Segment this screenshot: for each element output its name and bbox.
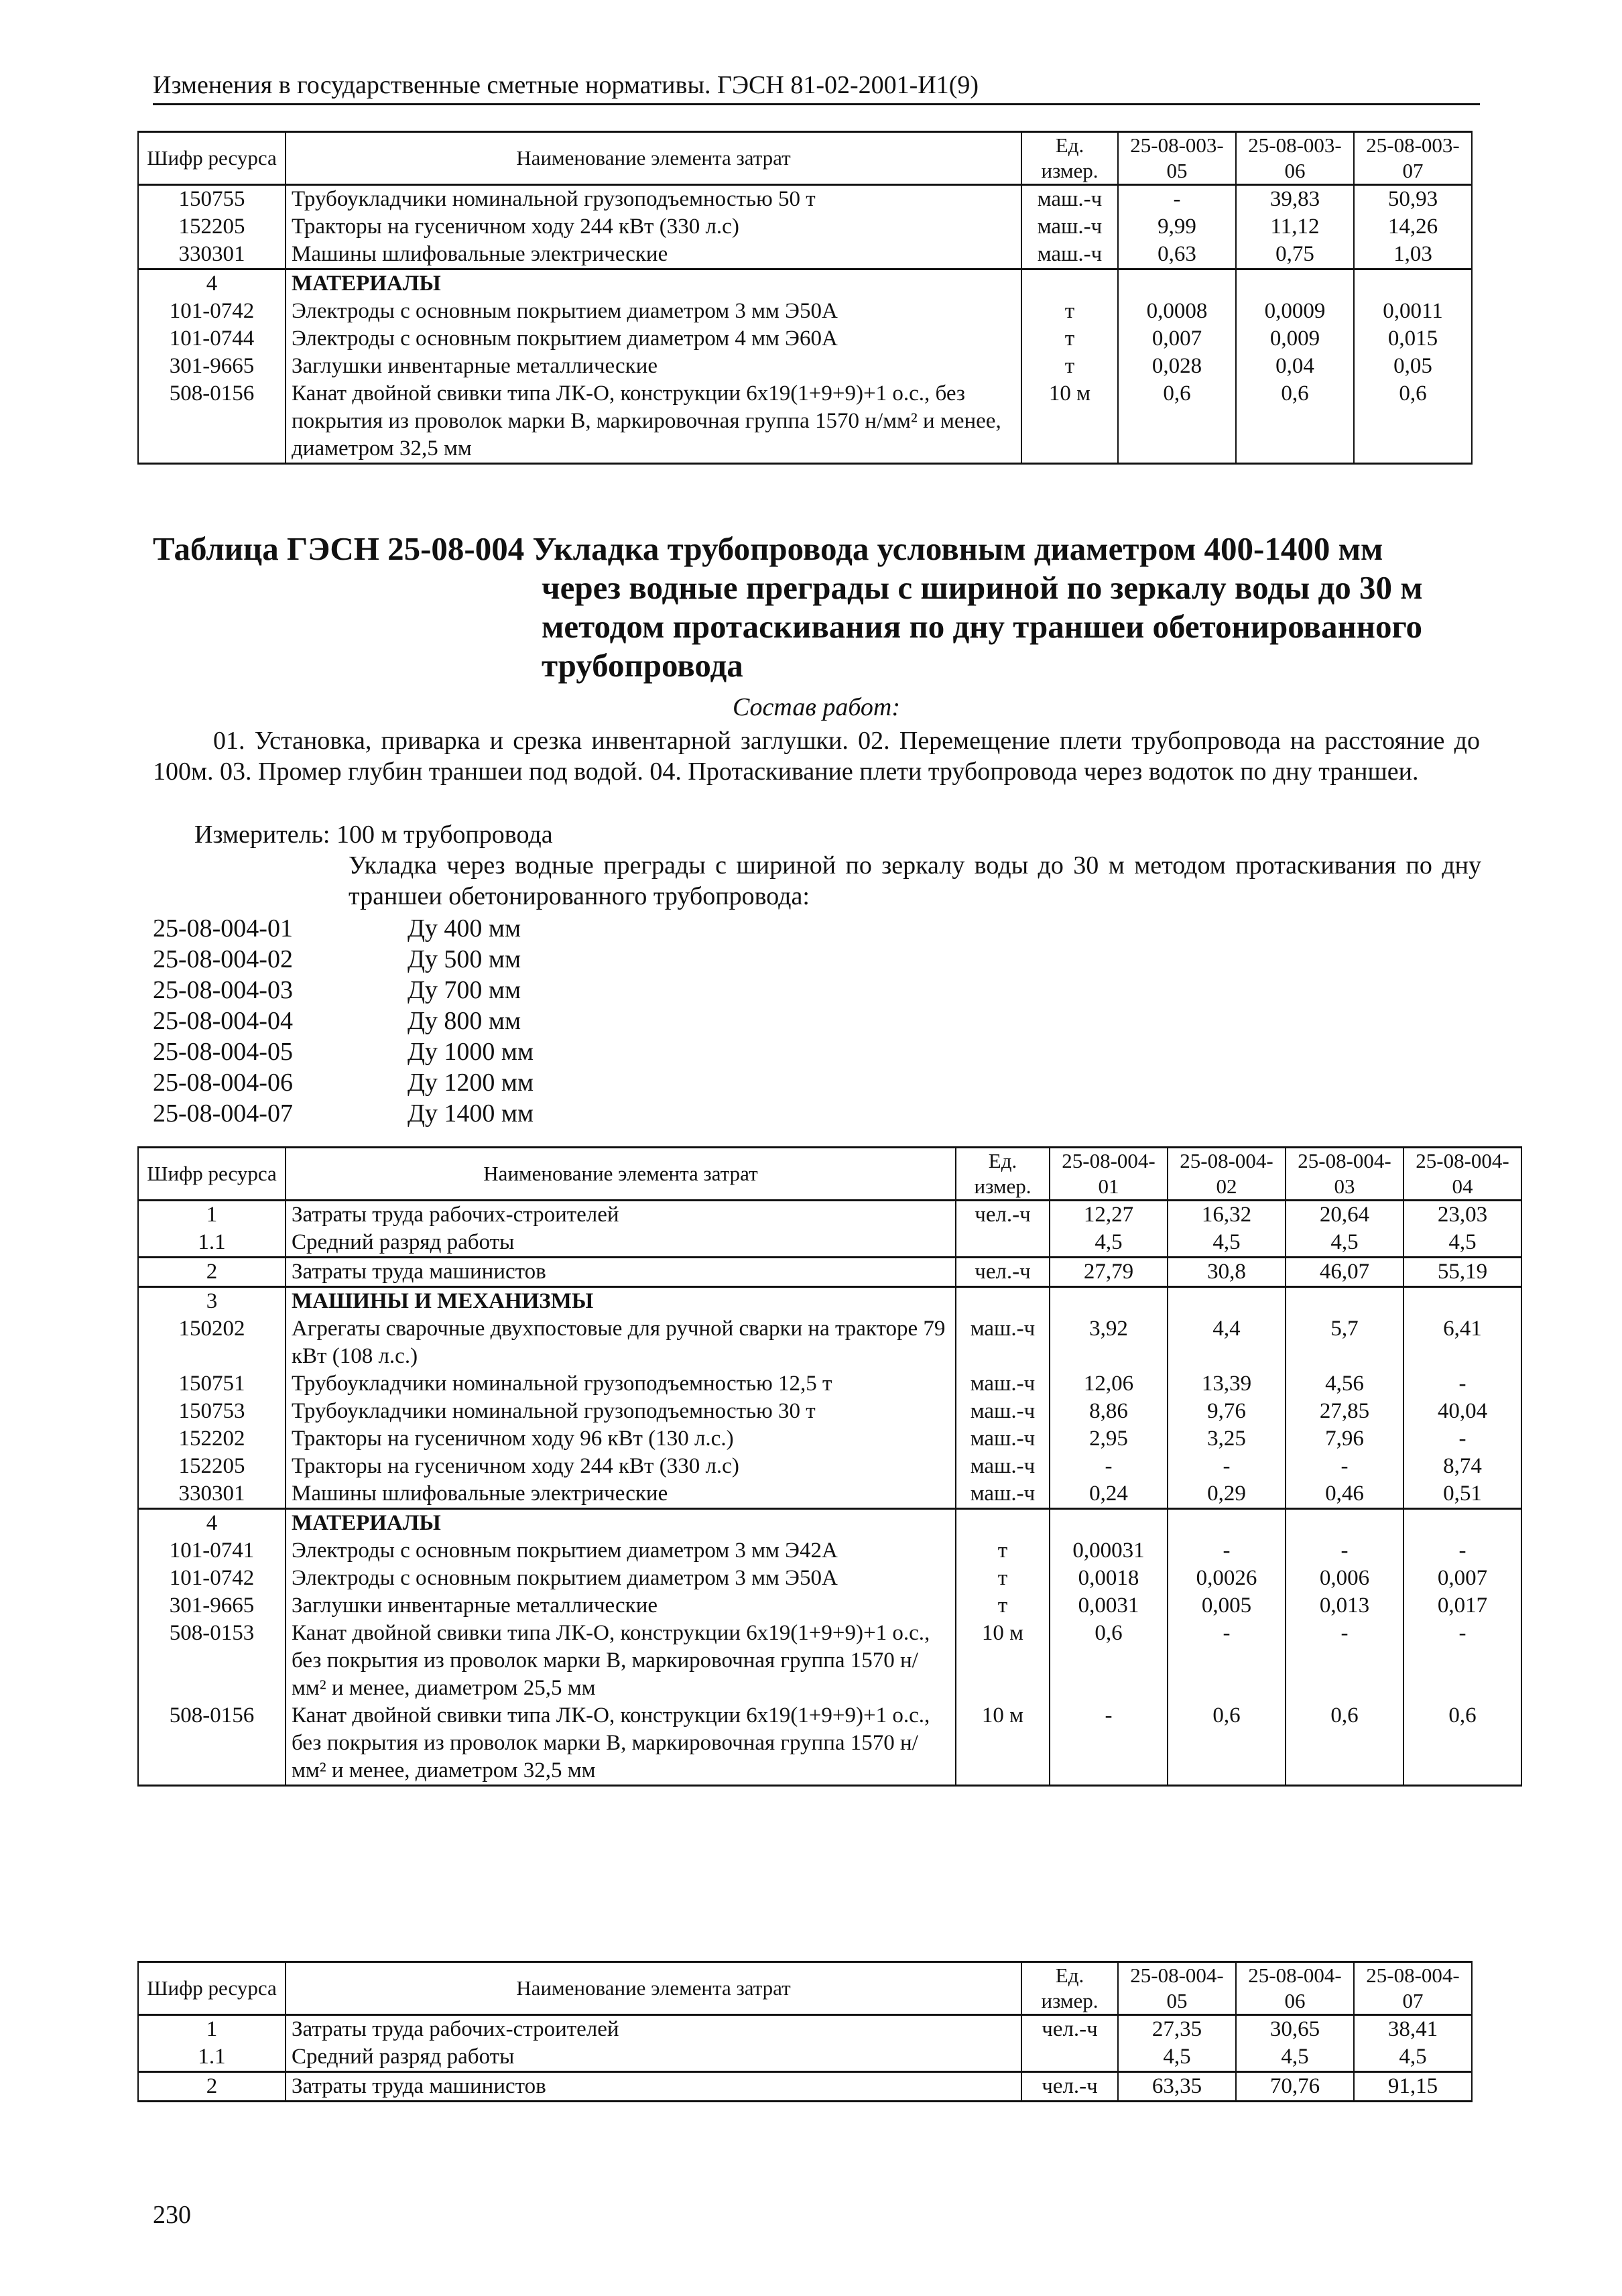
resource-value: [1354, 269, 1472, 298]
section-row: [138, 1509, 1521, 1538]
work-composition-text: 01. Установка, приварка и срезка инвентарной заглушки. 02. Перемещение плети трубопровода на расстояние до 100м. 03. Промер глубин траншеи под водой. 04. Протаскивание плети трубопровода через водоток по дну траншеи.: [153, 727, 1480, 786]
resource-value: 0,05: [1354, 353, 1472, 380]
variant-code: 25-08-004-07: [153, 1099, 293, 1128]
resource-unit: чел.-ч: [1021, 2015, 1118, 2044]
resource-code: 150202: [138, 1315, 286, 1370]
resource-code: 101-0742: [138, 1565, 286, 1592]
resource-value: 0,75: [1236, 241, 1354, 269]
table-row: [138, 2043, 1472, 2072]
resource-unit: маш.-ч: [956, 1425, 1050, 1453]
resource-value: 1,03: [1354, 241, 1472, 269]
resource-code: 2: [138, 1258, 286, 1287]
table-row: [138, 1592, 1521, 1620]
variant-code: 25-08-004-03: [153, 976, 293, 1004]
resource-value: 50,93: [1354, 185, 1472, 214]
resource-unit: т: [1021, 298, 1118, 325]
resource-unit: т: [956, 1592, 1050, 1620]
resource-name: МАШИНЫ И МЕХАНИЗМЫ: [286, 1287, 956, 1316]
resource-value: 0,04: [1236, 353, 1354, 380]
resource-value: 0,0011: [1354, 298, 1472, 325]
table-row: [138, 353, 1472, 380]
resource-value: 6,41: [1403, 1315, 1521, 1370]
resource-code: 330301: [138, 1480, 286, 1509]
resource-name: Затраты труда рабочих-строителей: [286, 2015, 1021, 2044]
resource-code: 101-0744: [138, 325, 286, 353]
resource-name: Трубоукладчики номинальной грузоподъемностью 50 т: [286, 185, 1021, 214]
resource-value: -: [1050, 1453, 1168, 1480]
resource-value: 4,5: [1168, 1229, 1286, 1258]
resource-value: 4,5: [1286, 1229, 1403, 1258]
resource-code: 101-0741: [138, 1537, 286, 1565]
resource-value: 39,83: [1236, 185, 1354, 214]
resource-code: 152202: [138, 1425, 286, 1453]
resource-value: 0,015: [1354, 325, 1472, 353]
variant-label: Ду 1000 мм: [408, 1038, 534, 1066]
table-row: [138, 2072, 1472, 2102]
variant-list: [153, 913, 756, 1129]
resource-value: 9,99: [1118, 213, 1236, 241]
resource-name: МАТЕРИАЛЫ: [286, 1509, 956, 1538]
resource-value: 4,5: [1354, 2043, 1472, 2072]
table-header-row: [138, 1962, 1472, 2015]
resource-code: 1: [138, 1201, 286, 1229]
resource-value: [1118, 269, 1236, 298]
resource-value: 0,007: [1403, 1565, 1521, 1592]
resource-value: -: [1403, 1537, 1521, 1565]
resource-code: 330301: [138, 241, 286, 269]
resource-value: [1403, 1287, 1521, 1316]
resource-value: -: [1118, 185, 1236, 214]
variant-label: Ду 700 мм: [408, 976, 521, 1004]
resource-name: Канат двойной свивки типа ЛК-О, конструкции 6х19(1+9+9)+1 о.с., без покрытия из проволок марки В, маркировочная группа 1570 н/мм² и менее, диаметром 32,5 мм: [286, 380, 1021, 464]
resource-name: Средний разряд работы: [286, 2043, 1021, 2072]
resource-value: [1050, 1509, 1168, 1538]
resource-name: Агрегаты сварочные двухпостовые для ручной сварки на тракторе 79 кВт (108 л.с.): [286, 1315, 956, 1370]
table-row: [138, 1315, 1521, 1370]
column-header-name: Наименование элемента затрат: [286, 132, 1021, 185]
variant-item: [153, 1067, 756, 1098]
resource-value: 4,5: [1236, 2043, 1354, 2072]
resource-value: 0,007: [1118, 325, 1236, 353]
resource-value: 63,35: [1118, 2072, 1236, 2102]
variant-code: 25-08-004-05: [153, 1038, 293, 1066]
resource-name: Затраты труда машинистов: [286, 1258, 956, 1287]
resource-name: Машины шлифовальные электрические: [286, 1480, 956, 1509]
resource-value: -: [1403, 1425, 1521, 1453]
resource-value: 27,85: [1286, 1398, 1403, 1425]
resource-value: -: [1286, 1453, 1403, 1480]
table-title-line1: Таблица ГЭСН 25-08-004 Укладка трубопровода условным диаметром 400-1400 мм: [153, 530, 1383, 567]
variant-code: 25-08-004-01: [153, 914, 293, 943]
resource-code: 152205: [138, 1453, 286, 1480]
resource-value: 0,6: [1403, 1702, 1521, 1786]
table-row: [138, 1425, 1521, 1453]
resource-name: Тракторы на гусеничном ходу 244 кВт (330 л.с): [286, 1453, 956, 1480]
resource-value: [1286, 1509, 1403, 1538]
resource-unit: [1021, 2043, 1118, 2072]
table-row: [138, 185, 1472, 214]
resource-value: 0,006: [1286, 1565, 1403, 1592]
resource-unit: маш.-ч: [956, 1398, 1050, 1425]
column-header-name: Наименование элемента затрат: [286, 1148, 956, 1201]
resource-value: 14,26: [1354, 213, 1472, 241]
resource-code: 152205: [138, 213, 286, 241]
resource-code: 301-9665: [138, 1592, 286, 1620]
column-header-code-25-08-003-05: 25-08-003-05: [1118, 132, 1236, 185]
table-row: [138, 1229, 1521, 1258]
resource-unit: т: [956, 1565, 1050, 1592]
page-number: 230: [153, 2201, 191, 2229]
resource-unit: маш.-ч: [1021, 241, 1118, 269]
resource-name: Трубоукладчики номинальной грузоподъемностью 12,5 т: [286, 1370, 956, 1398]
variant-label: Ду 800 мм: [408, 1007, 521, 1035]
resource-unit: чел.-ч: [956, 1258, 1050, 1287]
table-header-row: [138, 1148, 1521, 1201]
variant-item: [153, 913, 756, 944]
resource-name: Тракторы на гусеничном ходу 96 кВт (130 л.с.): [286, 1425, 956, 1453]
table-row: [138, 325, 1472, 353]
variant-label: Ду 1400 мм: [408, 1099, 534, 1128]
resource-value: -: [1403, 1620, 1521, 1702]
resource-value: [1168, 1287, 1286, 1316]
resource-value: 0,017: [1403, 1592, 1521, 1620]
resource-value: 0,29: [1168, 1480, 1286, 1509]
resource-value: 0,028: [1118, 353, 1236, 380]
resource-code: 150753: [138, 1398, 286, 1425]
resource-value: 0,00031: [1050, 1537, 1168, 1565]
resource-unit: т: [956, 1537, 1050, 1565]
resource-value: 0,009: [1236, 325, 1354, 353]
column-header-code-25-08-003-06: 25-08-003-06: [1236, 132, 1354, 185]
resource-value: -: [1286, 1537, 1403, 1565]
resource-code: 508-0156: [138, 380, 286, 464]
resource-code: 4: [138, 1509, 286, 1538]
resource-code: 4: [138, 269, 286, 298]
resource-value: 16,32: [1168, 1201, 1286, 1229]
variant-item: [153, 975, 756, 1006]
table-title-line4: трубопровода: [542, 647, 743, 684]
resource-unit: 10 м: [956, 1620, 1050, 1702]
table-title: [153, 530, 1487, 685]
resource-value: 0,0009: [1236, 298, 1354, 325]
variant-item: [153, 1036, 756, 1067]
resource-value: 0,51: [1403, 1480, 1521, 1509]
column-header-code-25-08-004-01: 25-08-004-01: [1050, 1148, 1168, 1201]
resource-value: [1236, 269, 1354, 298]
resource-value: 0,6: [1354, 380, 1472, 464]
column-header-unit: Ед. измер.: [1021, 1962, 1118, 2015]
resource-unit: [956, 1287, 1050, 1316]
table-row: [138, 2015, 1472, 2044]
variant-item: [153, 1098, 756, 1129]
column-header-code-25-08-004-03: 25-08-004-03: [1286, 1148, 1403, 1201]
column-header-code: Шифр ресурса: [138, 132, 286, 185]
resource-unit: чел.-ч: [956, 1201, 1050, 1229]
resource-value: 7,96: [1286, 1425, 1403, 1453]
resource-unit: маш.-ч: [956, 1453, 1050, 1480]
variant-code: 25-08-004-06: [153, 1069, 293, 1097]
resource-table-003: [137, 131, 1473, 465]
resource-name: Канат двойной свивки типа ЛК-О, конструкции 6х19(1+9+9)+1 о.с., без покрытия из проволок марки В, маркировочная группа 1570 н/мм² и менее, диаметром 32,5 мм: [286, 1702, 956, 1786]
resource-unit: маш.-ч: [956, 1315, 1050, 1370]
table-row: [138, 1620, 1521, 1702]
resource-value: [1403, 1509, 1521, 1538]
resource-name: Машины шлифовальные электрические: [286, 241, 1021, 269]
table-row: [138, 1370, 1521, 1398]
resource-unit: маш.-ч: [956, 1370, 1050, 1398]
resource-value: 70,76: [1236, 2072, 1354, 2102]
resource-value: 55,19: [1403, 1258, 1521, 1287]
resource-value: 0,6: [1168, 1702, 1286, 1786]
resource-value: 3,25: [1168, 1425, 1286, 1453]
resource-value: 0,0031: [1050, 1592, 1168, 1620]
table-title-line2: через водные преграды с шириной по зеркалу воды до 30 м: [542, 569, 1423, 606]
resource-code: 101-0742: [138, 298, 286, 325]
resource-name: Заглушки инвентарные металлические: [286, 353, 1021, 380]
column-header-code: Шифр ресурса: [138, 1962, 286, 2015]
resource-code: 508-0156: [138, 1702, 286, 1786]
table-row: [138, 298, 1472, 325]
resource-value: [1286, 1287, 1403, 1316]
column-header-code-25-08-004-07: 25-08-004-07: [1354, 1962, 1472, 2015]
resource-value: 8,74: [1403, 1453, 1521, 1480]
variant-label: Ду 500 мм: [408, 945, 521, 973]
resource-value: 46,07: [1286, 1258, 1403, 1287]
table-row: [138, 1201, 1521, 1229]
resource-code: 150755: [138, 185, 286, 214]
resource-value: 27,79: [1050, 1258, 1168, 1287]
resource-value: -: [1168, 1453, 1286, 1480]
resource-unit: 10 м: [1021, 380, 1118, 464]
section-row: [138, 269, 1472, 298]
resource-value: 91,15: [1354, 2072, 1472, 2102]
resource-code: 1.1: [138, 2043, 286, 2072]
table-title-line3: методом протаскивания по дну траншеи обетонированного: [542, 608, 1423, 645]
resource-value: 38,41: [1354, 2015, 1472, 2044]
table-row: [138, 1565, 1521, 1592]
resource-name: Электроды с основным покрытием диаметром 3 мм Э50А: [286, 298, 1021, 325]
variant-code: 25-08-004-02: [153, 945, 293, 973]
table-row: [138, 1453, 1521, 1480]
resource-code: 1.1: [138, 1229, 286, 1258]
resource-value: 0,6: [1236, 380, 1354, 464]
resource-value: 0,0008: [1118, 298, 1236, 325]
column-header-code: Шифр ресурса: [138, 1148, 286, 1201]
running-header: Изменения в государственные сметные нормативы. ГЭСН 81-02-2001-И1(9): [153, 70, 1480, 105]
column-header-unit: Ед. измер.: [1021, 132, 1118, 185]
resource-value: 4,4: [1168, 1315, 1286, 1370]
resource-value: 2,95: [1050, 1425, 1168, 1453]
resource-value: [1050, 1287, 1168, 1316]
resource-unit: маш.-ч: [956, 1480, 1050, 1509]
resource-value: 5,7: [1286, 1315, 1403, 1370]
column-header-code-25-08-004-06: 25-08-004-06: [1236, 1962, 1354, 2015]
resource-name: Канат двойной свивки типа ЛК-О, конструкции 6х19(1+9+9)+1 о.с., без покрытия из проволок марки В, маркировочная группа 1570 н/мм² и менее, диаметром 25,5 мм: [286, 1620, 956, 1702]
resource-unit: маш.-ч: [1021, 213, 1118, 241]
resource-value: 0,013: [1286, 1592, 1403, 1620]
resource-name: Затраты труда машинистов: [286, 2072, 1021, 2102]
table-row: [138, 1398, 1521, 1425]
resource-unit: [956, 1509, 1050, 1538]
resource-value: 0,63: [1118, 241, 1236, 269]
resource-code: 301-9665: [138, 353, 286, 380]
column-header-name: Наименование элемента затрат: [286, 1962, 1021, 2015]
resource-value: 12,06: [1050, 1370, 1168, 1398]
resource-name: Заглушки инвентарные металлические: [286, 1592, 956, 1620]
resource-unit: чел.-ч: [1021, 2072, 1118, 2102]
resource-value: -: [1403, 1370, 1521, 1398]
table-header-row: [138, 132, 1472, 185]
column-header-code-25-08-004-02: 25-08-004-02: [1168, 1148, 1286, 1201]
resource-value: 0,24: [1050, 1480, 1168, 1509]
resource-value: 3,92: [1050, 1315, 1168, 1370]
resource-value: 0,005: [1168, 1592, 1286, 1620]
table-row: [138, 1702, 1521, 1786]
resource-value: 8,86: [1050, 1398, 1168, 1425]
resource-value: 12,27: [1050, 1201, 1168, 1229]
resource-code: 2: [138, 2072, 286, 2102]
resource-value: 11,12: [1236, 213, 1354, 241]
resource-value: -: [1050, 1702, 1168, 1786]
variant-label: Ду 400 мм: [408, 914, 521, 943]
table-row: [138, 1537, 1521, 1565]
resource-value: 30,65: [1236, 2015, 1354, 2044]
resource-name: Затраты труда рабочих-строителей: [286, 1201, 956, 1229]
column-header-code-25-08-004-04: 25-08-004-04: [1403, 1148, 1521, 1201]
resource-name: Электроды с основным покрытием диаметром 3 мм Э42А: [286, 1537, 956, 1565]
resource-value: 0,0026: [1168, 1565, 1286, 1592]
resource-name: Электроды с основным покрытием диаметром 4 мм Э60А: [286, 325, 1021, 353]
work-composition-label: Состав работ:: [732, 693, 901, 721]
resource-value: 0,46: [1286, 1480, 1403, 1509]
resource-value: 4,5: [1118, 2043, 1236, 2072]
resource-code: 1: [138, 2015, 286, 2044]
column-header-unit: Ед. измер.: [956, 1148, 1050, 1201]
resource-value: 20,64: [1286, 1201, 1403, 1229]
resource-value: 0,6: [1050, 1620, 1168, 1702]
resource-name: Трубоукладчики номинальной грузоподъемностью 30 т: [286, 1398, 956, 1425]
resource-unit: [1021, 269, 1118, 298]
resource-value: 0,0018: [1050, 1565, 1168, 1592]
resource-code: 150751: [138, 1370, 286, 1398]
resource-value: 30,8: [1168, 1258, 1286, 1287]
resource-unit: маш.-ч: [1021, 185, 1118, 214]
table-row: [138, 241, 1472, 269]
resource-name: МАТЕРИАЛЫ: [286, 269, 1021, 298]
resource-table-004-part1: [137, 1146, 1522, 1787]
resource-unit: т: [1021, 325, 1118, 353]
resource-value: 13,39: [1168, 1370, 1286, 1398]
column-header-code-25-08-004-05: 25-08-004-05: [1118, 1962, 1236, 2015]
resource-value: [1168, 1509, 1286, 1538]
resource-value: 4,5: [1050, 1229, 1168, 1258]
resource-name: Электроды с основным покрытием диаметром 3 мм Э50А: [286, 1565, 956, 1592]
column-header-code-25-08-003-07: 25-08-003-07: [1354, 132, 1472, 185]
table-row: [138, 380, 1472, 464]
table-row: [138, 213, 1472, 241]
resource-value: 4,56: [1286, 1370, 1403, 1398]
resource-value: 4,5: [1403, 1229, 1521, 1258]
resource-value: 9,76: [1168, 1398, 1286, 1425]
table-row: [138, 1258, 1521, 1287]
variant-item: [153, 944, 756, 975]
variant-item: [153, 1006, 756, 1036]
resource-value: 0,6: [1286, 1702, 1403, 1786]
resource-value: 23,03: [1403, 1201, 1521, 1229]
resource-value: -: [1168, 1620, 1286, 1702]
resource-code: 3: [138, 1287, 286, 1316]
variant-label: Ду 1200 мм: [408, 1069, 534, 1097]
table-row: [138, 1480, 1521, 1509]
resource-name: Средний разряд работы: [286, 1229, 956, 1258]
resource-value: -: [1168, 1537, 1286, 1565]
resource-table-004-part2: [137, 1961, 1473, 2102]
resource-unit: 10 м: [956, 1702, 1050, 1786]
resource-value: 27,35: [1118, 2015, 1236, 2044]
resource-name: Тракторы на гусеничном ходу 244 кВт (330 л.с): [286, 213, 1021, 241]
variant-code: 25-08-004-04: [153, 1007, 293, 1035]
resource-unit: т: [1021, 353, 1118, 380]
resource-unit: [956, 1229, 1050, 1258]
resource-value: -: [1286, 1620, 1403, 1702]
resource-code: 508-0153: [138, 1620, 286, 1702]
measure-unit: Измеритель: 100 м трубопровода: [194, 821, 553, 849]
work-description: Укладка через водные преграды с шириной по зеркалу воды до 30 м методом протаскивания по дну траншеи обетонированного трубопровода:: [349, 851, 1481, 910]
resource-value: 0,6: [1118, 380, 1236, 464]
resource-value: 40,04: [1403, 1398, 1521, 1425]
section-row: [138, 1287, 1521, 1316]
